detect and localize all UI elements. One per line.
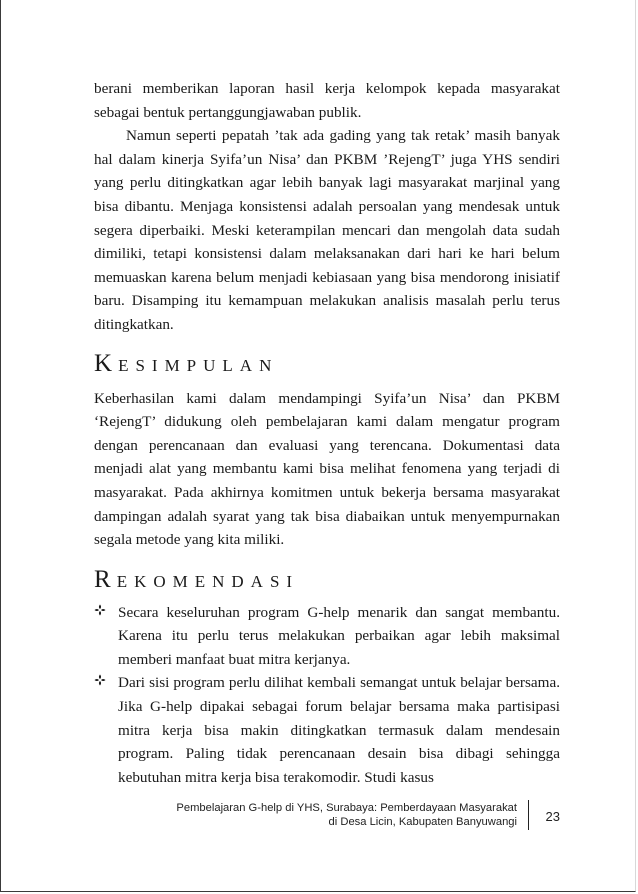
page-content — [94, 77, 560, 789]
rekomendasi-item-2: Dari sisi program perlu dilihat kembali semangat untuk belajar bersama. Jika G-help dipakai sebagai forum belajar bersama maka partisipasi mitra kerja bisa makin ditingkatkan termasuk dalam mendesain program. Paling tidak perencanaan desain bisa dibagi sehingga kebutuhan mitra kerja bisa terakomodir. Studi kasus — [118, 674, 560, 786]
four-petal-cross-icon — [94, 674, 106, 686]
heading-rekomendasi-initial: R — [94, 565, 117, 593]
paragraph-opening: berani memberikan laporan hasil kerja kelompok kepada masyarakat sebagai bentuk pertanggungjawaban publik. — [94, 80, 560, 121]
paragraph-kesimpulan: Keberhasilan kami dalam mendampingi Syifa’un Nisa’ dan PKBM ‘RejengT’ didukung oleh pembelajaran kami dalam mengatur program dengan perencanaan dan evaluasi yang terencana. Dokumentasi data menjadi alat yang membantu kami bisa melihat fenomena yang terjadi di masyarakat. Pada akhirnya komitmen untuk bekerja bersama masyarakat dampingan adalah syarat yang tak bisa diabaikan untuk menyempurnakan segala metode yang kita miliki. — [94, 389, 560, 549]
heading-rekomendasi-rest: EKOMENDASI — [116, 571, 300, 591]
heading-kesimpulan-rest: ESIMPULAN — [118, 355, 279, 375]
footer-line-2: di Desa Licin, Kabupaten Banyuwangi — [328, 816, 517, 828]
paragraph-namun: Namun seperti pepatah ’tak ada gading yang tak retak’ masih banyak hal dalam kinerja Syifa’un Nisa’ dan PKBM ’RejengT’ juga YHS sendiri yang perlu ditingkatkan agar lebih banyak lagi masyarakat marjinal yang bisa dibantu. Menjaga konsistensi adalah persoalan yang mendesak untuk segera diperbaiki. Meski keterampilan mencari dan mengolah data sudah dimiliki, tetapi konsistensi dalam melaksanakan dari hari ke hari belum memuaskan karena belum menjadi kebiasaan yang bisa mendorong inisiatif baru. Disamping itu kemampuan melakukan analisis masalah perlu terus ditingkatkan. — [94, 127, 560, 333]
rekomendasi-list — [94, 601, 560, 790]
heading-kesimpulan-initial: K — [94, 349, 119, 377]
page-footer — [100, 800, 560, 830]
page-number: 23 — [545, 809, 560, 824]
heading-rekomendasi — [94, 565, 560, 593]
footer-running-title — [176, 801, 517, 829]
footer-line-1: Pembelajaran G-help di YHS, Surabaya: Pemberdayaan Masyarakat — [176, 802, 517, 814]
footer-divider — [528, 800, 529, 830]
list-item — [94, 671, 560, 789]
four-petal-cross-icon — [94, 604, 106, 616]
list-item — [94, 601, 560, 672]
rekomendasi-item-1: Secara keseluruhan program G-help menarik dan sangat membantu. Karena itu perlu terus melakukan perbaikan agar lebih maksimal memberi manfaat buat mitra kerjanya. — [118, 603, 560, 668]
heading-kesimpulan — [94, 349, 560, 377]
